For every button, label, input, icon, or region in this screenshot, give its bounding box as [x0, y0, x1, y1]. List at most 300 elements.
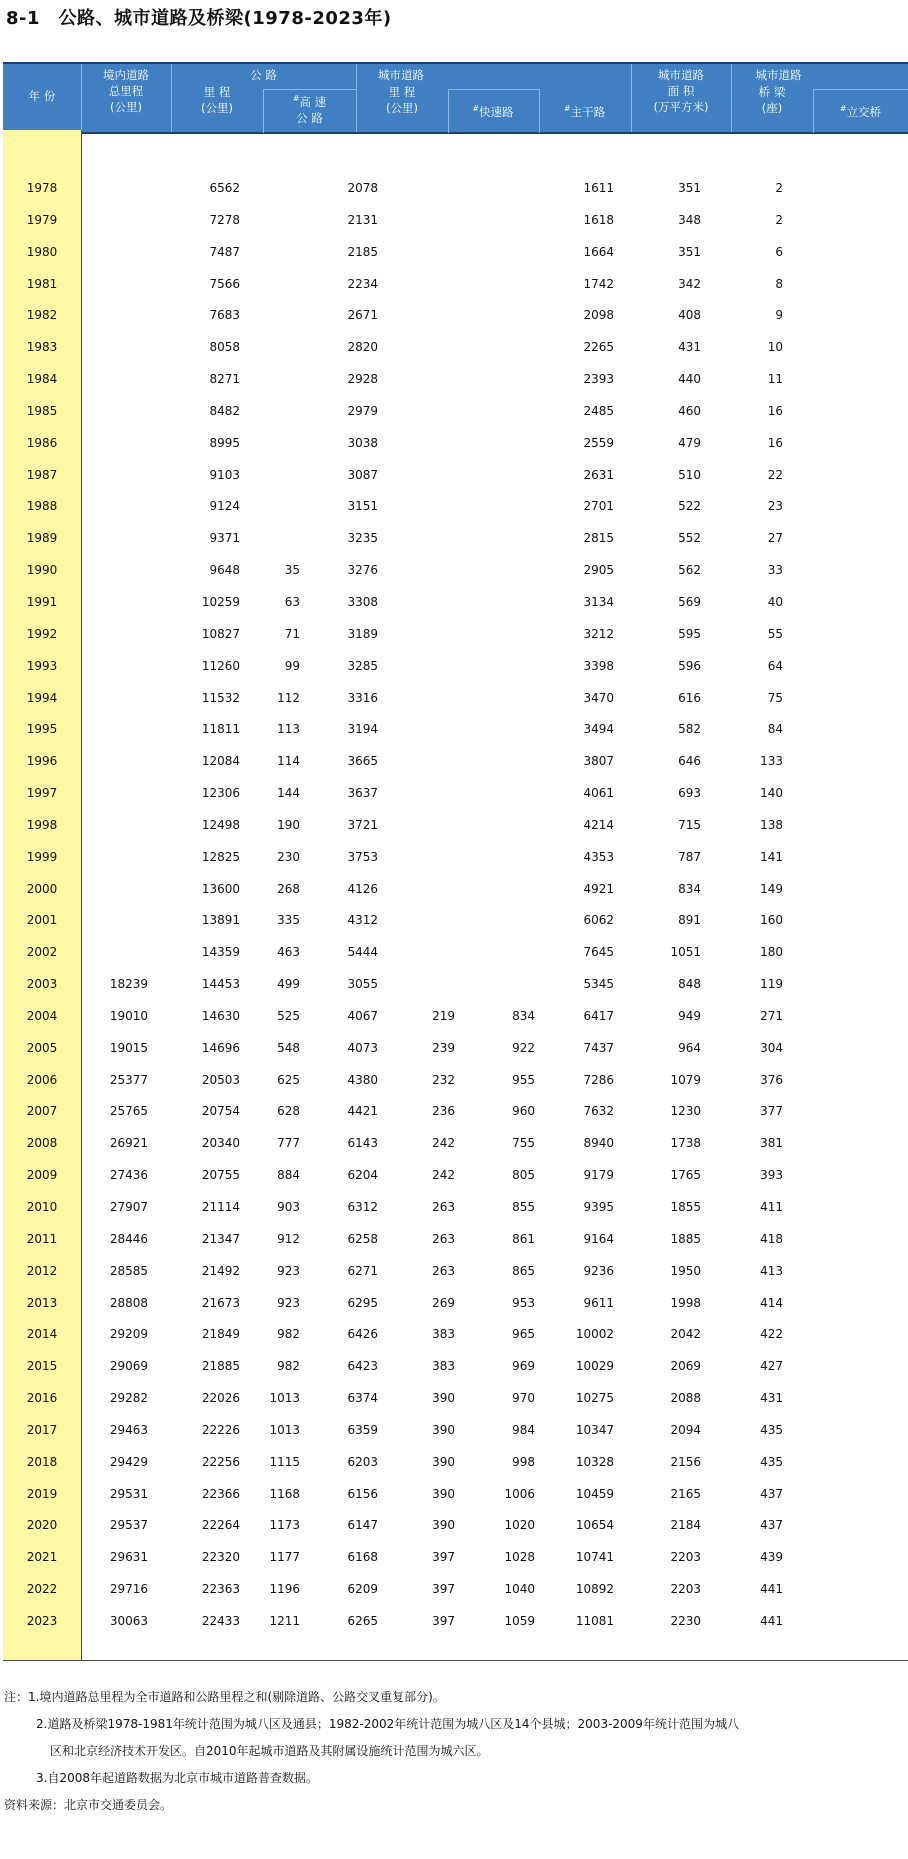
table-row — [3, 1032, 908, 1064]
cell-bridge: 848 — [678, 977, 701, 992]
cell-year: 1991 — [26, 594, 58, 609]
cell-city-road-length: 6143 — [347, 1136, 378, 1151]
cell-year: 2014 — [26, 1327, 58, 1342]
cell-year: 1995 — [26, 722, 58, 737]
cell-highway-length: 14630 — [201, 1008, 240, 1023]
cell-year: 2001 — [26, 913, 58, 928]
table-body — [3, 172, 908, 1637]
cell-main-road: 969 — [512, 1359, 535, 1374]
cell-total-road: 28585 — [109, 1263, 148, 1278]
cell-interchange: 16 — [767, 435, 783, 450]
cell-total-road: 29537 — [109, 1518, 148, 1533]
header-highway-length: 里 程 (公里) — [201, 85, 233, 115]
cell-year: 2003 — [26, 977, 58, 992]
cell-expressway: 903 — [277, 1200, 300, 1214]
note-3: 3.自2008年起道路数据为北京市城市道路普查数据。 — [36, 1771, 318, 1785]
table-row — [3, 1064, 908, 1096]
cell-fast-road: 236 — [432, 1104, 455, 1119]
cell-city-road-length: 6359 — [347, 1422, 378, 1437]
cell-highway-length: 8271 — [209, 372, 240, 387]
note-2-cont: 区和北京经济技术开发区。自2010年起城市道路及其附属设施统计范围为城六区。 — [50, 1744, 489, 1758]
cell-total-road: 30063 — [109, 1613, 148, 1628]
cell-total-road: 29069 — [109, 1359, 148, 1374]
cell-interchange: 437 — [760, 1486, 783, 1501]
cell-expressway: 113 — [277, 722, 300, 737]
cell-city-road-length: 3189 — [347, 626, 378, 641]
cell-fast-road: 390 — [432, 1518, 455, 1533]
cell-city-road-length: 3151 — [347, 499, 378, 514]
cell-bridge: 891 — [678, 913, 701, 928]
cell-expressway: 548 — [277, 1040, 300, 1055]
table-row — [3, 1446, 908, 1478]
cell-fast-road: 397 — [432, 1613, 455, 1628]
table-row — [3, 490, 908, 522]
table-row — [3, 1382, 908, 1414]
table-row — [3, 1350, 908, 1382]
cell-fast-road: 263 — [432, 1231, 455, 1246]
table-bottom-border — [3, 1660, 908, 1661]
cell-highway-length: 7278 — [209, 212, 240, 227]
cell-highway-length: 7683 — [209, 308, 240, 323]
cell-interchange: 40 — [767, 594, 783, 609]
note-1: 注：1.境内道路总里程为全市道路和公路里程之和(剔除道路、公路交叉重复部分)。 — [4, 1690, 445, 1704]
cell-fast-road: 390 — [432, 1422, 455, 1437]
cell-expressway: 112 — [277, 690, 300, 705]
cell-interchange: 55 — [767, 626, 783, 641]
cell-expressway: 230 — [277, 849, 300, 864]
table-row — [3, 1414, 908, 1446]
cell-expressway: 335 — [277, 913, 300, 928]
cell-total-road: 28446 — [109, 1231, 148, 1246]
cell-city-road-length: 3665 — [347, 754, 378, 769]
cell-interchange: 414 — [760, 1295, 783, 1310]
cell-interchange: 33 — [767, 563, 783, 578]
cell-bridge: 616 — [678, 690, 701, 705]
cell-highway-length: 14453 — [201, 977, 240, 992]
cell-fast-road: 390 — [432, 1391, 455, 1406]
cell-expressway: 923 — [277, 1263, 300, 1278]
cell-city-road-length: 5444 — [347, 945, 378, 960]
cell-year: 2021 — [26, 1550, 58, 1565]
table-row — [3, 1509, 908, 1541]
table-row — [3, 1478, 908, 1510]
cell-interchange: 441 — [760, 1582, 783, 1597]
cell-city-road-length: 3753 — [347, 849, 378, 864]
cell-interchange: 22 — [767, 467, 783, 482]
cell-highway-length: 21114 — [201, 1200, 240, 1214]
table-row — [3, 713, 908, 745]
table-row — [3, 204, 908, 236]
cell-interchange: 422 — [760, 1327, 783, 1342]
cell-fast-road: 383 — [432, 1359, 455, 1374]
cell-interchange: 64 — [767, 658, 783, 673]
cell-total-road: 28808 — [109, 1295, 148, 1310]
cell-city-road-length: 6295 — [347, 1295, 378, 1310]
cell-highway-length: 8995 — [209, 435, 240, 450]
cell-city-area: 2701 — [583, 499, 614, 514]
cell-city-area: 9395 — [583, 1200, 614, 1214]
cell-highway-length: 12825 — [201, 849, 240, 864]
cell-year: 1999 — [26, 849, 58, 864]
cell-city-road-length: 6168 — [347, 1550, 378, 1565]
cell-city-road-length: 3235 — [347, 531, 378, 546]
cell-year: 2015 — [26, 1359, 58, 1374]
cell-highway-length: 13600 — [201, 881, 240, 896]
cell-total-road: 25377 — [109, 1072, 148, 1087]
cell-highway-length: 11532 — [201, 690, 240, 705]
cell-city-area: 1664 — [583, 244, 614, 259]
table-row — [3, 809, 908, 841]
cell-city-area: 5345 — [583, 977, 614, 992]
cell-bridge: 2165 — [670, 1486, 701, 1501]
cell-city-road-length: 6156 — [347, 1486, 378, 1501]
cell-main-road: 955 — [512, 1072, 535, 1087]
cell-bridge: 2203 — [670, 1550, 701, 1565]
cell-main-road: 834 — [512, 1008, 535, 1023]
cell-fast-road: 390 — [432, 1454, 455, 1469]
cell-fast-road: 383 — [432, 1327, 455, 1342]
cell-interchange: 435 — [760, 1454, 783, 1469]
cell-bridge: 693 — [678, 786, 701, 801]
cell-interchange: 9 — [775, 308, 783, 323]
cell-fast-road: 390 — [432, 1486, 455, 1501]
cell-highway-length: 14696 — [201, 1040, 240, 1055]
cell-city-area: 10459 — [575, 1486, 614, 1501]
cell-interchange: 377 — [760, 1104, 783, 1119]
cell-bridge: 1998 — [670, 1295, 701, 1310]
cell-interchange: 23 — [767, 499, 783, 514]
cell-city-area: 6062 — [583, 913, 614, 928]
cell-highway-length: 20340 — [201, 1136, 240, 1151]
cell-fast-road: 219 — [432, 1008, 455, 1023]
cell-highway-length: 7487 — [209, 244, 240, 259]
cell-highway-length: 8482 — [209, 403, 240, 418]
cell-fast-road: 397 — [432, 1582, 455, 1597]
data-table — [3, 62, 908, 1661]
cell-expressway: 1168 — [269, 1486, 300, 1501]
cell-highway-length: 21885 — [201, 1359, 240, 1374]
cell-fast-road: 269 — [432, 1295, 455, 1310]
cell-fast-road: 263 — [432, 1263, 455, 1278]
cell-city-road-length: 2671 — [347, 308, 378, 323]
cell-city-area: 7286 — [583, 1072, 614, 1087]
cell-year: 1996 — [26, 754, 58, 769]
cell-main-road: 1028 — [504, 1550, 535, 1565]
cell-bridge: 964 — [678, 1040, 701, 1055]
cell-interchange: 413 — [760, 1263, 783, 1278]
cell-expressway: 463 — [277, 945, 300, 960]
cell-year: 1992 — [26, 626, 58, 641]
cell-highway-length: 20755 — [201, 1168, 240, 1183]
cell-city-area: 9164 — [583, 1231, 614, 1246]
header-main-road: #主干路 — [563, 104, 606, 119]
cell-total-road: 29463 — [109, 1422, 148, 1437]
cell-highway-length: 10827 — [201, 626, 240, 641]
table-row — [3, 1095, 908, 1127]
cell-year: 1984 — [26, 372, 58, 387]
cell-year: 1997 — [26, 786, 58, 801]
cell-fast-road: 242 — [432, 1136, 455, 1151]
cell-highway-length: 9371 — [209, 531, 240, 546]
cell-expressway: 1013 — [269, 1391, 300, 1406]
cell-year: 2005 — [26, 1040, 58, 1055]
cell-city-road-length: 6265 — [347, 1613, 378, 1628]
cell-main-road: 922 — [512, 1040, 535, 1055]
cell-highway-length: 22433 — [201, 1613, 240, 1628]
cell-city-road-length: 3308 — [347, 594, 378, 609]
table-row — [3, 236, 908, 268]
page-title: 8-1 公路、城市道路及桥梁(1978-2023年) — [6, 8, 392, 29]
cell-city-road-length: 2234 — [347, 276, 378, 291]
header-year: 年 份 — [28, 89, 56, 103]
cell-city-area: 3494 — [583, 722, 614, 737]
cell-expressway: 923 — [277, 1295, 300, 1310]
header-bridge-group: 城市道路 — [755, 68, 802, 82]
cell-bridge: 2069 — [670, 1359, 701, 1374]
cell-city-area: 10029 — [575, 1359, 614, 1374]
cell-main-road: 953 — [512, 1295, 535, 1310]
cell-highway-length: 7566 — [209, 276, 240, 291]
header-expressway: #高 速 公 路 — [292, 94, 327, 125]
table-row — [3, 586, 908, 618]
table-row — [3, 1255, 908, 1287]
cell-bridge: 1765 — [670, 1168, 701, 1183]
cell-city-road-length: 4312 — [347, 913, 378, 928]
cell-year: 1983 — [26, 340, 58, 355]
cell-total-road: 29716 — [109, 1582, 148, 1597]
cell-total-road: 29631 — [109, 1550, 148, 1565]
cell-city-area: 10275 — [575, 1391, 614, 1406]
table-row — [3, 1159, 908, 1191]
cell-expressway: 1196 — [269, 1582, 300, 1597]
cell-bridge: 431 — [678, 340, 701, 355]
cell-year: 1993 — [26, 658, 58, 673]
cell-highway-length: 22256 — [201, 1454, 240, 1469]
cell-city-road-length: 6374 — [347, 1391, 378, 1406]
cell-interchange: 140 — [760, 786, 783, 801]
cell-bridge: 351 — [678, 181, 701, 195]
cell-year: 1982 — [26, 308, 58, 323]
cell-city-area: 2098 — [583, 308, 614, 323]
cell-city-area: 11081 — [575, 1613, 614, 1628]
cell-bridge: 1738 — [670, 1136, 701, 1151]
cell-highway-length: 21347 — [201, 1231, 240, 1246]
cell-highway-length: 13891 — [201, 913, 240, 928]
cell-total-road: 27907 — [109, 1200, 148, 1214]
cell-city-road-length: 2185 — [347, 244, 378, 259]
cell-main-road: 1040 — [504, 1582, 535, 1597]
cell-total-road: 29282 — [109, 1391, 148, 1406]
cell-city-area: 4353 — [583, 849, 614, 864]
table-header — [3, 62, 908, 134]
cell-fast-road: 239 — [432, 1040, 455, 1055]
cell-bridge: 351 — [678, 244, 701, 259]
cell-year: 1979 — [26, 212, 58, 227]
cell-bridge: 949 — [678, 1008, 701, 1023]
cell-year: 2018 — [26, 1454, 58, 1469]
cell-city-road-length: 3276 — [347, 563, 378, 578]
cell-bridge: 582 — [678, 722, 701, 737]
cell-highway-length: 22363 — [201, 1582, 240, 1597]
cell-interchange: 431 — [760, 1391, 783, 1406]
cell-interchange: 435 — [760, 1422, 783, 1437]
cell-highway-length: 9124 — [209, 499, 240, 514]
cell-bridge: 1855 — [670, 1200, 701, 1214]
cell-city-area: 10741 — [575, 1550, 614, 1565]
cell-bridge: 787 — [678, 849, 701, 864]
cell-bridge: 510 — [678, 467, 701, 482]
cell-year: 1985 — [26, 403, 58, 418]
cell-city-road-length: 6258 — [347, 1231, 378, 1246]
header-bridge: 桥 梁 (座) — [758, 85, 786, 115]
cell-city-road-length: 6204 — [347, 1168, 378, 1183]
cell-main-road: 855 — [512, 1200, 535, 1214]
table-row — [3, 554, 908, 586]
cell-expressway: 190 — [277, 817, 300, 832]
cell-year: 2008 — [26, 1136, 58, 1151]
cell-interchange: 6 — [775, 244, 783, 259]
cell-bridge: 2184 — [670, 1518, 701, 1533]
cell-year: 2010 — [26, 1200, 58, 1214]
cell-city-area: 10892 — [575, 1582, 614, 1597]
cell-bridge: 522 — [678, 499, 701, 514]
table-row — [3, 299, 908, 331]
cell-expressway: 625 — [277, 1072, 300, 1087]
table-row — [3, 522, 908, 554]
table-row — [3, 172, 908, 204]
cell-city-area: 10654 — [575, 1518, 614, 1533]
cell-city-road-length: 4421 — [347, 1104, 378, 1119]
cell-bridge: 569 — [678, 594, 701, 609]
cell-city-road-length: 4073 — [347, 1040, 378, 1055]
cell-highway-length: 9648 — [209, 563, 240, 578]
cell-highway-length: 6562 — [209, 181, 240, 195]
cell-interchange: 180 — [760, 945, 783, 960]
cell-year: 2012 — [26, 1263, 58, 1278]
cell-city-area: 2265 — [583, 340, 614, 355]
cell-expressway: 1177 — [269, 1550, 300, 1565]
cell-main-road: 1059 — [504, 1613, 535, 1628]
cell-city-area: 9236 — [583, 1263, 614, 1278]
cell-year: 2011 — [26, 1231, 58, 1246]
cell-main-road: 1006 — [504, 1486, 535, 1501]
cell-year: 2006 — [26, 1072, 58, 1087]
cell-year: 2017 — [26, 1422, 58, 1437]
header-city-area: 城市道路 面 积 (万平方米) — [653, 68, 709, 114]
cell-expressway: 1211 — [269, 1613, 300, 1628]
cell-year: 1978 — [26, 181, 58, 195]
cell-interchange: 418 — [760, 1231, 783, 1246]
cell-interchange: 138 — [760, 817, 783, 832]
cell-year: 2002 — [26, 945, 58, 960]
cell-highway-length: 20503 — [201, 1072, 240, 1087]
cell-bridge: 1950 — [670, 1263, 701, 1278]
header-highway-group: 公 路 — [250, 68, 277, 82]
cell-highway-length: 22366 — [201, 1486, 240, 1501]
cell-interchange: 133 — [760, 754, 783, 769]
table-row — [3, 968, 908, 1000]
cell-highway-length: 22026 — [201, 1391, 240, 1406]
cell-interchange: 75 — [767, 690, 783, 705]
cell-city-area: 2631 — [583, 467, 614, 482]
cell-total-road: 26921 — [109, 1136, 148, 1151]
cell-year: 2016 — [26, 1391, 58, 1406]
cell-interchange: 160 — [760, 913, 783, 928]
cell-main-road: 970 — [512, 1391, 535, 1406]
cell-city-area: 3212 — [583, 626, 614, 641]
cell-city-area: 3807 — [583, 754, 614, 769]
cell-city-area: 2485 — [583, 403, 614, 418]
cell-bridge: 595 — [678, 626, 701, 641]
cell-bridge: 2156 — [670, 1454, 701, 1469]
cell-year: 1980 — [26, 244, 58, 259]
cell-expressway: 99 — [284, 658, 300, 673]
table-row — [3, 904, 908, 936]
cell-year: 1990 — [26, 563, 58, 578]
cell-expressway: 884 — [277, 1168, 300, 1183]
cell-bridge: 1051 — [670, 945, 701, 960]
cell-highway-length: 12084 — [201, 754, 240, 769]
table-row — [3, 1000, 908, 1032]
cell-city-road-length: 3038 — [347, 435, 378, 450]
header-city-road-group: 城市道路 — [378, 68, 424, 82]
table-row — [3, 745, 908, 777]
cell-main-road: 755 — [512, 1136, 535, 1151]
cell-highway-length: 12498 — [201, 817, 240, 832]
header-total-road: 境内道路 总里程 (公里) — [103, 68, 149, 114]
cell-year: 1994 — [26, 690, 58, 705]
cell-highway-length: 20754 — [201, 1104, 240, 1119]
cell-city-road-length: 4067 — [347, 1008, 378, 1023]
cell-city-road-length: 6426 — [347, 1327, 378, 1342]
cell-interchange: 149 — [760, 881, 783, 896]
table-row — [3, 268, 908, 300]
cell-highway-length: 10259 — [201, 594, 240, 609]
table-row — [3, 841, 908, 873]
cell-interchange: 304 — [760, 1040, 783, 1055]
cell-city-road-length: 3316 — [347, 690, 378, 705]
cell-interchange: 381 — [760, 1136, 783, 1151]
cell-interchange: 84 — [767, 722, 783, 737]
cell-total-road: 25765 — [109, 1104, 148, 1119]
cell-city-road-length: 2078 — [347, 181, 378, 195]
cell-city-area: 4921 — [583, 881, 614, 896]
cell-city-area: 9179 — [583, 1168, 614, 1183]
cell-expressway: 63 — [284, 594, 300, 609]
cell-expressway: 982 — [277, 1327, 300, 1342]
table-row — [3, 873, 908, 905]
cell-bridge: 2094 — [670, 1422, 701, 1437]
header-city-road-length: 里 程 (公里) — [386, 85, 418, 115]
cell-bridge: 552 — [678, 531, 701, 546]
cell-total-road: 29429 — [109, 1454, 148, 1469]
cell-bridge: 834 — [678, 881, 701, 896]
cell-main-road: 861 — [512, 1231, 535, 1246]
cell-interchange: 2 — [775, 181, 783, 195]
cell-year: 1986 — [26, 435, 58, 450]
cell-highway-length: 9103 — [209, 467, 240, 482]
table-row — [3, 331, 908, 363]
cell-bridge: 2203 — [670, 1582, 701, 1597]
cell-interchange: 427 — [760, 1359, 783, 1374]
cell-interchange: 16 — [767, 403, 783, 418]
cell-total-road: 18239 — [109, 977, 148, 992]
cell-total-road: 27436 — [109, 1168, 148, 1183]
cell-highway-length: 22264 — [201, 1518, 240, 1533]
cell-year: 2019 — [26, 1486, 58, 1501]
cell-year: 2020 — [26, 1518, 58, 1533]
cell-city-road-length: 2928 — [347, 372, 378, 387]
